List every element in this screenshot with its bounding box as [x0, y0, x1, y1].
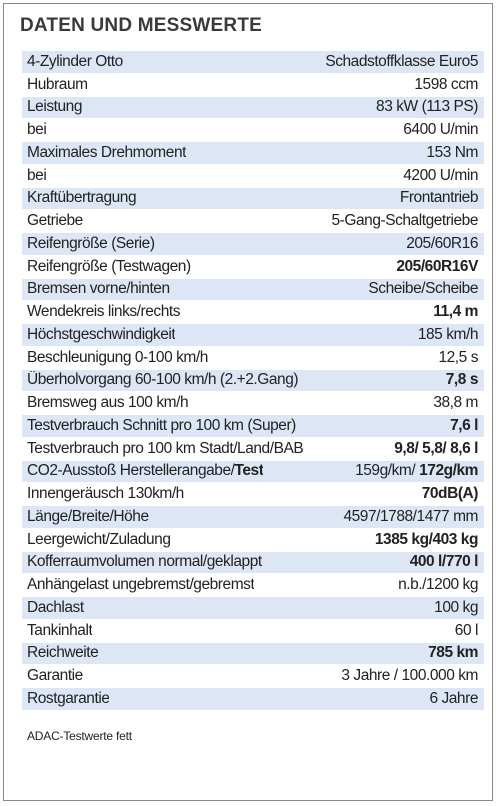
row-label-text: Leergewicht/Zuladung	[27, 530, 171, 548]
row-value-text: 83 kW (113 PS)	[376, 98, 478, 116]
row-value-text: 153 Nm	[426, 143, 478, 161]
row-value	[331, 212, 478, 230]
footnote: ADAC-Testwerte fett	[27, 729, 132, 743]
row-label-text: Reifengröße (Serie)	[27, 234, 155, 252]
row-label-bold-text: Test	[234, 462, 264, 480]
table-row	[22, 324, 484, 347]
table-row	[22, 552, 484, 575]
row-value	[400, 189, 478, 207]
row-label-text: Rostgarantie	[27, 689, 110, 707]
table-row	[22, 188, 484, 211]
row-value-text: 4200 U/min	[403, 166, 478, 184]
row-value-text: 4597/1788/1477 mm	[343, 507, 478, 525]
row-label	[27, 576, 254, 594]
row-value	[433, 303, 478, 321]
spec-table	[22, 51, 484, 711]
row-value-text: 60 l	[454, 621, 478, 639]
panel-title: DATEN UND MESSWERTE	[20, 15, 263, 36]
row-label	[27, 417, 296, 435]
table-row	[22, 347, 484, 370]
row-value	[403, 167, 478, 185]
table-row	[22, 301, 484, 324]
table-row	[22, 279, 484, 302]
table-row	[22, 688, 484, 711]
table-row	[22, 483, 484, 506]
row-value-text: 7,8 s	[445, 371, 478, 389]
row-value-text: 400 l/770 l	[409, 553, 478, 571]
row-value-text: 7,6 l	[450, 416, 478, 434]
row-label	[27, 622, 92, 640]
row-value-bold-text: 172g/km	[419, 462, 478, 480]
row-label-text: Dachlast	[27, 598, 84, 616]
row-label	[27, 349, 208, 367]
row-value-text: 6400 U/min	[403, 121, 478, 139]
row-value-text: 100 kg	[434, 598, 478, 616]
row-value	[455, 622, 478, 640]
row-label-text: Überholvorgang 60-100 km/h (2.+2.Gang)	[27, 371, 299, 389]
row-label-text: Reichweite	[27, 644, 99, 662]
row-label	[27, 531, 171, 549]
row-label	[27, 508, 149, 526]
row-value-text: 1385 kg/403 kg	[374, 530, 478, 548]
row-label-text: Tankinhalt	[27, 621, 93, 639]
row-label-text: bei	[27, 166, 47, 184]
row-label-text: Länge/Breite/Höhe	[27, 507, 149, 525]
row-label	[27, 667, 83, 685]
row-value	[368, 280, 478, 298]
row-label	[27, 440, 303, 458]
row-label	[27, 462, 263, 480]
row-value	[433, 394, 478, 412]
row-value	[418, 326, 478, 344]
row-value-text: Frontantrieb	[399, 189, 478, 207]
row-label-text: CO2-Ausstoß Herstellerangabe/	[27, 462, 235, 480]
table-row	[22, 370, 484, 393]
row-value-text: 159g/km/	[355, 462, 420, 480]
row-value-text: 1598 ccm	[414, 75, 478, 93]
row-value-text: n.b./1200 kg	[398, 576, 478, 594]
table-row	[22, 119, 484, 142]
row-label-text: Testverbrauch Schnitt pro 100 km (Super)	[27, 416, 296, 434]
row-value	[355, 462, 478, 480]
row-label-text: Höchstgeschwindigkeit	[27, 325, 176, 343]
row-value	[428, 644, 478, 662]
row-label-text: Anhängelast ungebremst/gebremst	[27, 576, 255, 594]
table-row	[22, 574, 484, 597]
row-value-text: 12,5 s	[438, 348, 478, 366]
row-label-text: Bremsen vorne/hinten	[27, 280, 170, 298]
row-label-text: Reifengröße (Testwagen)	[27, 257, 191, 275]
row-label	[27, 644, 98, 662]
row-value-text: 9,8/ 5,8/ 8,6 l	[394, 439, 478, 457]
row-value	[414, 76, 478, 94]
row-label-text: Bremsweg aus 100 km/h	[27, 394, 189, 412]
row-value-text: 38,8 m	[433, 394, 478, 412]
table-row	[22, 597, 484, 620]
row-value	[438, 349, 478, 367]
table-row	[22, 74, 484, 97]
table-row	[22, 529, 484, 552]
row-label-text: Kofferraumvolumen normal/geklappt	[27, 553, 262, 571]
row-value	[434, 599, 478, 617]
table-row	[22, 97, 484, 120]
row-label	[27, 553, 262, 571]
row-label	[27, 189, 136, 207]
table-row	[22, 461, 484, 484]
table-row	[22, 51, 484, 74]
row-value-text: 205/60R16	[406, 234, 478, 252]
row-label	[27, 144, 186, 162]
row-label	[27, 258, 191, 276]
row-label	[27, 212, 83, 230]
row-label	[27, 394, 188, 412]
row-value	[403, 121, 478, 139]
row-label	[27, 371, 298, 389]
row-value	[410, 553, 478, 571]
row-label-text: Kraftübertragung	[27, 189, 137, 207]
table-row	[22, 506, 484, 529]
row-label-text: 4-Zylinder Otto	[27, 52, 123, 70]
row-label	[27, 690, 109, 708]
table-row	[22, 665, 484, 688]
table-row	[22, 165, 484, 188]
row-value-text: 5-Gang-Schaltgetriebe	[331, 212, 478, 230]
table-row	[22, 438, 484, 461]
row-value-text: 11,4 m	[433, 303, 478, 321]
row-label	[27, 167, 46, 185]
row-label	[27, 53, 123, 71]
row-label	[27, 280, 170, 298]
table-row	[22, 233, 484, 256]
table-row	[22, 392, 484, 415]
table-row	[22, 620, 484, 643]
row-value	[376, 98, 478, 116]
row-value-text: Schadstoffklasse Euro5	[325, 52, 478, 70]
row-label-text: Testverbrauch pro 100 km Stadt/Land/BAB	[27, 439, 304, 457]
row-value	[422, 485, 478, 503]
row-label	[27, 485, 184, 503]
row-label	[27, 76, 88, 94]
row-value	[446, 371, 478, 389]
row-label	[27, 326, 175, 344]
row-value	[426, 144, 478, 162]
row-label-text: Leistung	[27, 98, 83, 116]
row-label	[27, 121, 46, 139]
row-value-text: 3 Jahre / 100.000 km	[341, 667, 478, 685]
row-value-text: 785 km	[428, 644, 478, 662]
row-value-text: 185 km/h	[417, 325, 478, 343]
row-value	[343, 508, 478, 526]
table-row	[22, 256, 484, 279]
row-value	[398, 576, 478, 594]
row-label-text: Wendekreis links/rechts	[27, 303, 181, 321]
row-label-text: Getriebe	[27, 212, 83, 230]
row-label	[27, 303, 180, 321]
data-panel	[3, 3, 493, 801]
row-value	[396, 258, 478, 276]
row-value-text: 205/60R16V	[396, 257, 478, 275]
row-value	[325, 53, 478, 71]
table-row	[22, 643, 484, 666]
row-value	[375, 531, 478, 549]
row-value-text: 70dB(A)	[421, 485, 478, 503]
row-label-text: Hubraum	[27, 75, 88, 93]
row-value-text: 6 Jahre	[429, 689, 478, 707]
row-label-text: Innengeräusch 130km/h	[27, 485, 184, 503]
row-value	[341, 667, 478, 685]
row-value	[406, 235, 478, 253]
row-value	[394, 440, 478, 458]
row-label	[27, 98, 82, 116]
row-label-text: bei	[27, 121, 47, 139]
row-label-text: Garantie	[27, 667, 83, 685]
table-row	[22, 415, 484, 438]
row-label	[27, 235, 155, 253]
table-row	[22, 142, 484, 165]
row-value	[450, 417, 478, 435]
row-label	[27, 599, 84, 617]
row-value-text: Scheibe/Scheibe	[368, 280, 478, 298]
row-label-text: Maximales Drehmoment	[27, 143, 186, 161]
row-value	[429, 690, 478, 708]
table-row	[22, 210, 484, 233]
row-label-text: Beschleunigung 0-100 km/h	[27, 348, 208, 366]
